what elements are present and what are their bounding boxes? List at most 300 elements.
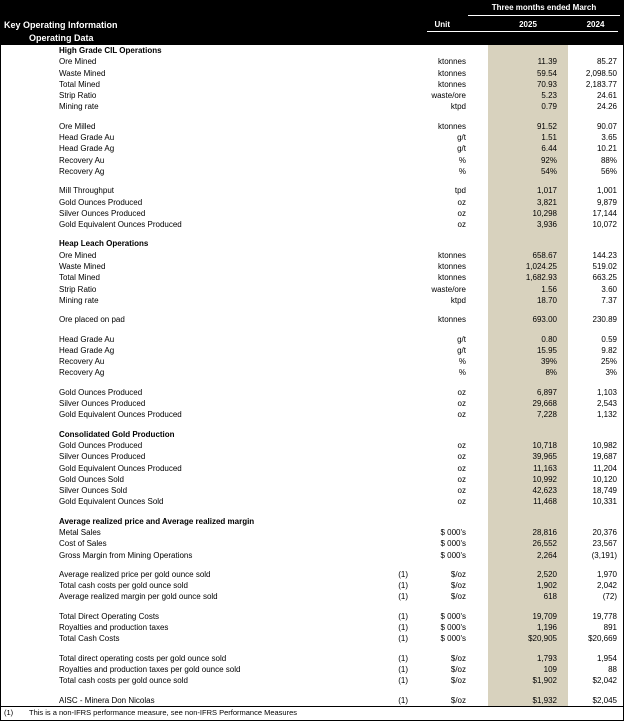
value-2024: (72) — [602, 592, 617, 602]
column-gap — [466, 197, 488, 208]
row-label: Ore Milled — [59, 121, 96, 131]
column-gap — [466, 334, 488, 345]
blank-row — [1, 645, 623, 653]
footnote-text: This is a non-IFRS performance measure, see non-IFRS Performance Measures — [29, 707, 298, 717]
value-2024: 24.26 — [596, 102, 617, 112]
column-gap — [466, 463, 488, 474]
value-2025: 1,902 — [488, 580, 568, 591]
value-2024: $2,045 — [592, 695, 617, 705]
column-gap — [466, 272, 488, 283]
row-unit: $ 000's — [440, 550, 466, 560]
table-row — [1, 208, 623, 219]
value-2024: 144.23 — [592, 250, 617, 260]
blank-row — [1, 113, 623, 121]
blank-row — [1, 508, 623, 516]
blank-row — [1, 421, 623, 429]
column-gap — [466, 675, 488, 686]
row-label: Head Grade Ag — [59, 144, 115, 154]
column-gap — [466, 387, 488, 398]
row-unit: $ 000's — [440, 611, 466, 621]
row-unit: ktonnes — [437, 315, 466, 325]
row-unit — [408, 603, 466, 611]
value-2025: 26,552 — [488, 538, 568, 549]
column-gap — [466, 121, 488, 132]
blank-row — [1, 306, 623, 314]
table-row — [1, 356, 623, 367]
footnote-ref — [370, 451, 408, 462]
table-row — [1, 250, 623, 261]
value-2024: 7.37 — [601, 295, 617, 305]
row-label: Strip Ratio — [59, 284, 97, 294]
value-2025: $1,932 — [488, 695, 568, 706]
row-label: Average realized margin per gold ounce sold — [59, 592, 218, 602]
footnote-ref — [370, 474, 408, 485]
row-label: Recovery Ag — [59, 368, 105, 378]
footnote-ref — [370, 550, 408, 561]
row-label: Total cash costs per gold ounce sold — [59, 581, 188, 591]
footnote-ref — [370, 409, 408, 420]
value-2024: 24.61 — [596, 91, 617, 101]
footnote-ref — [370, 166, 408, 177]
footnote-ref — [370, 379, 408, 387]
table-header-band — [1, 0, 623, 45]
footnote-ref — [370, 197, 408, 208]
row-label: Total cash costs per gold ounce sold — [59, 676, 188, 686]
value-2025: 693.00 — [488, 314, 568, 325]
value-2025 — [488, 177, 568, 185]
value-2025: 10,298 — [488, 208, 568, 219]
row-label: Gold Equivalent Ounces Produced — [59, 410, 182, 420]
footnote-ref — [370, 421, 408, 429]
row-unit: tpd — [454, 186, 466, 196]
row-label: Gross Margin from Mining Operations — [59, 550, 193, 560]
value-2024: 9.82 — [601, 345, 617, 355]
value-2024 — [568, 326, 623, 334]
footnote-ref — [370, 79, 408, 90]
row-label: Head Grade Ag — [59, 345, 115, 355]
table-row — [1, 611, 623, 622]
table-row — [1, 314, 623, 325]
value-2025: 3,821 — [488, 197, 568, 208]
table-row — [1, 79, 623, 90]
value-2025: 92% — [488, 155, 568, 166]
table-row — [1, 295, 623, 306]
value-2024: 90.07 — [596, 121, 617, 131]
col-header-2025: 2025 — [519, 20, 537, 29]
footnote-ref: (1) — [398, 581, 408, 591]
value-2024 — [568, 306, 623, 314]
row-label: Recovery Au — [59, 357, 105, 367]
section-title: Consolidated Gold Production — [59, 429, 175, 439]
column-gap — [466, 695, 488, 706]
value-2025: 1,793 — [488, 653, 568, 664]
row-label — [1, 687, 370, 695]
column-gap — [466, 622, 488, 633]
row-unit: ktonnes — [437, 121, 466, 131]
table-row — [1, 367, 623, 378]
column-gap — [466, 185, 488, 196]
value-2025: 11.39 — [488, 56, 568, 67]
value-2024: 19,778 — [592, 611, 617, 621]
row-label — [1, 230, 370, 238]
value-2025: 6.44 — [488, 143, 568, 154]
footnote-ref — [370, 398, 408, 409]
row-label: Total Cash Costs — [59, 634, 120, 644]
section-title: Average realized price and Average realized margin — [59, 516, 255, 526]
footnote-marker: (1) — [4, 707, 14, 717]
table-row — [1, 527, 623, 538]
table-row — [1, 550, 623, 561]
column-gap — [466, 580, 488, 591]
footnote-ref — [370, 155, 408, 166]
row-label: Mining rate — [59, 102, 99, 112]
value-2024: 88 — [608, 664, 617, 674]
value-2025: 2,520 — [488, 569, 568, 580]
row-label: Recovery Au — [59, 155, 105, 165]
value-2025 — [488, 113, 568, 121]
footnote-ref — [370, 463, 408, 474]
row-label: Silver Ounces Produced — [59, 208, 146, 218]
value-2024: 23,567 — [592, 539, 617, 549]
footnote-ref — [370, 687, 408, 695]
row-unit — [408, 687, 466, 695]
table-row — [1, 345, 623, 356]
value-2025: 39% — [488, 356, 568, 367]
table-row — [1, 185, 623, 196]
footnote-ref — [370, 326, 408, 334]
column-gap — [466, 56, 488, 67]
row-label: Royalties and production taxes — [59, 623, 169, 633]
table-row — [1, 622, 623, 633]
row-unit: oz — [457, 486, 466, 496]
value-2024: 1,954 — [596, 653, 617, 663]
row-label: Head Grade Au — [59, 133, 115, 143]
column-gap — [466, 101, 488, 112]
table-row — [1, 132, 623, 143]
row-label: Mining rate — [59, 295, 99, 305]
value-2025: 91.52 — [488, 121, 568, 132]
footnote-ref — [370, 603, 408, 611]
blank-row — [1, 687, 623, 695]
table-row — [1, 90, 623, 101]
row-label — [1, 326, 370, 334]
column-gap — [466, 219, 488, 230]
value-2024: 11,204 — [593, 463, 617, 473]
row-unit — [408, 113, 466, 121]
row-unit: oz — [457, 452, 466, 462]
row-unit — [408, 45, 466, 56]
value-2024 — [568, 230, 623, 238]
value-2024 — [568, 645, 623, 653]
row-label — [1, 508, 370, 516]
footnote-ref — [370, 306, 408, 314]
value-2025: 7,228 — [488, 409, 568, 420]
value-2024 — [568, 238, 623, 249]
value-2025 — [488, 45, 568, 56]
value-2024: 1,132 — [596, 410, 617, 420]
value-2025: 10,992 — [488, 474, 568, 485]
row-unit: g/t — [457, 334, 466, 344]
footnote-ref — [370, 440, 408, 451]
row-label — [1, 113, 370, 121]
col-header-2024: 2024 — [586, 20, 605, 29]
row-label: Gold Ounces Produced — [59, 387, 143, 397]
row-label: Strip Ratio — [59, 91, 97, 101]
value-2024 — [568, 687, 623, 695]
value-2025: 10,718 — [488, 440, 568, 451]
row-unit: g/t — [457, 144, 466, 154]
value-2024: 519.02 — [592, 262, 617, 272]
value-2025: 109 — [488, 664, 568, 675]
value-2024: 88% — [600, 155, 617, 165]
footnote-ref — [370, 208, 408, 219]
unit-column-header: Unit — [434, 20, 450, 29]
value-2024: 10,120 — [592, 474, 617, 484]
value-2024: (3,191) — [591, 550, 617, 560]
table-row — [1, 653, 623, 664]
row-unit: $/oz — [450, 592, 466, 602]
value-2025: 1,017 — [488, 185, 568, 196]
row-label: Gold Equivalent Ounces Produced — [59, 220, 182, 230]
footnote-ref — [370, 132, 408, 143]
row-label: Silver Ounces Produced — [59, 452, 146, 462]
column-gap — [466, 326, 488, 334]
row-unit — [408, 561, 466, 569]
value-2025: $20,905 — [488, 633, 568, 644]
row-unit: oz — [457, 208, 466, 218]
value-2025: 8% — [488, 367, 568, 378]
row-label: Cost of Sales — [59, 539, 107, 549]
value-2025: 1,196 — [488, 622, 568, 633]
value-2024: 25% — [600, 357, 617, 367]
value-2024: 18,749 — [592, 486, 617, 496]
column-gap — [466, 421, 488, 429]
row-unit: oz — [457, 463, 466, 473]
column-gap — [466, 538, 488, 549]
value-2024: 2,042 — [596, 581, 617, 591]
value-2024: 3.65 — [601, 133, 617, 143]
value-2025: 18.70 — [488, 295, 568, 306]
value-2025 — [488, 429, 568, 440]
row-unit: $/oz — [450, 695, 466, 705]
footnote-ref — [370, 45, 408, 56]
footnote-ref — [370, 230, 408, 238]
column-gap — [466, 166, 488, 177]
row-label: Mill Throughput — [59, 186, 114, 196]
row-unit: ktonnes — [437, 68, 466, 78]
section-header-row — [1, 429, 623, 440]
column-gap — [466, 306, 488, 314]
row-label: Silver Ounces Produced — [59, 399, 146, 409]
blank-row — [1, 561, 623, 569]
row-label — [1, 379, 370, 387]
row-unit: ktonnes — [437, 79, 466, 89]
value-2025: $1,902 — [488, 675, 568, 686]
table-row — [1, 219, 623, 230]
footnote-ref — [370, 261, 408, 272]
column-gap — [466, 516, 488, 527]
column-gap — [466, 653, 488, 664]
value-2025: 3,936 — [488, 219, 568, 230]
footnote-ref — [370, 367, 408, 378]
table-row — [1, 633, 623, 644]
value-2025: 59.54 — [488, 68, 568, 79]
column-gap — [466, 367, 488, 378]
row-label: Head Grade Au — [59, 334, 115, 344]
row-unit: $ 000's — [440, 623, 466, 633]
value-2024: 0.59 — [601, 334, 617, 344]
value-2024: 9,879 — [596, 197, 617, 207]
value-2025: 2,264 — [488, 550, 568, 561]
value-2024: 10,982 — [592, 440, 617, 450]
value-2024: 17,144 — [592, 208, 617, 218]
row-unit: % — [458, 166, 466, 176]
row-label: Royalties and production taxes per gold ounce sold — [59, 664, 241, 674]
row-label — [1, 645, 370, 653]
value-2024 — [568, 516, 623, 527]
footnote-ref — [370, 334, 408, 345]
value-2025 — [488, 603, 568, 611]
footnote-ref — [370, 90, 408, 101]
column-gap — [466, 508, 488, 516]
column-gap — [466, 645, 488, 653]
column-gap — [466, 345, 488, 356]
footnote-ref — [370, 177, 408, 185]
row-unit: % — [458, 155, 466, 165]
column-gap — [466, 398, 488, 409]
value-2024: 2,543 — [596, 399, 617, 409]
value-2025: 29,668 — [488, 398, 568, 409]
value-2025: 1.51 — [488, 132, 568, 143]
table-row — [1, 197, 623, 208]
row-unit: oz — [457, 474, 466, 484]
row-label: Total direct operating costs per gold ounce sold — [59, 653, 227, 663]
row-unit: ktonnes — [437, 250, 466, 260]
footnote-ref — [370, 238, 408, 249]
row-unit: g/t — [457, 345, 466, 355]
value-2024: 2,183.77 — [585, 79, 617, 89]
row-unit — [408, 379, 466, 387]
value-2024: 2,098.50 — [585, 68, 617, 78]
row-unit: $/oz — [450, 569, 466, 579]
row-label — [1, 603, 370, 611]
value-2024 — [568, 177, 623, 185]
column-gap — [466, 496, 488, 507]
row-unit: waste/ore — [431, 91, 466, 101]
value-2024: 10.21 — [596, 144, 617, 154]
table-row — [1, 398, 623, 409]
row-label: Gold Ounces Produced — [59, 440, 143, 450]
column-gap — [466, 132, 488, 143]
table-row — [1, 496, 623, 507]
table-body — [1, 45, 623, 706]
value-2025: 70.93 — [488, 79, 568, 90]
footnote-ref — [370, 496, 408, 507]
value-2025 — [488, 508, 568, 516]
column-gap — [466, 155, 488, 166]
value-2024: 56% — [600, 166, 617, 176]
blank-row — [1, 603, 623, 611]
value-2024 — [568, 113, 623, 121]
row-unit — [408, 230, 466, 238]
footnote-ref: (1) — [398, 569, 408, 579]
row-label: Metal Sales — [59, 527, 101, 537]
column-gap — [466, 633, 488, 644]
row-label: Gold Equivalent Ounces Produced — [59, 463, 182, 473]
footnote-ref — [370, 68, 408, 79]
row-label: Recovery Ag — [59, 166, 105, 176]
value-2025: 6,897 — [488, 387, 568, 398]
row-label: Ore Mined — [59, 250, 97, 260]
footnote-ref — [370, 429, 408, 440]
value-2025: 54% — [488, 166, 568, 177]
footnote-row — [1, 706, 623, 721]
column-gap — [466, 295, 488, 306]
column-header-row — [1, 16, 623, 32]
table-row — [1, 664, 623, 675]
value-2024 — [568, 603, 623, 611]
row-unit — [408, 306, 466, 314]
section-title: High Grade CIL Operations — [59, 46, 162, 55]
value-2025: 1,024.25 — [488, 261, 568, 272]
value-2024: 3% — [605, 368, 617, 378]
value-2024 — [568, 561, 623, 569]
column-gap — [466, 143, 488, 154]
table-row — [1, 121, 623, 132]
value-2025: 1.56 — [488, 284, 568, 295]
section-title-operating-data: Operating Data — [29, 33, 94, 43]
row-label — [1, 177, 370, 185]
value-2024: 891 — [603, 623, 617, 633]
section-title: Heap Leach Operations — [59, 239, 149, 249]
footnote-ref — [370, 508, 408, 516]
footnote-ref — [370, 485, 408, 496]
row-unit: $ 000's — [440, 634, 466, 644]
column-gap — [466, 177, 488, 185]
column-gap — [466, 440, 488, 451]
column-gap — [466, 409, 488, 420]
period-header-row — [1, 2, 623, 16]
row-unit: ktonnes — [437, 273, 466, 283]
footnote-ref: (1) — [398, 676, 408, 686]
table-row — [1, 284, 623, 295]
table-row — [1, 440, 623, 451]
footnote-ref — [370, 185, 408, 196]
footnote-ref — [370, 113, 408, 121]
column-gap — [466, 379, 488, 387]
column-gap — [466, 561, 488, 569]
value-2024: 1,001 — [596, 186, 617, 196]
row-unit: % — [458, 357, 466, 367]
row-label: AISC - Minera Don Nicolas — [59, 695, 155, 705]
row-unit — [408, 421, 466, 429]
section-header-row — [1, 238, 623, 249]
column-gap — [466, 356, 488, 367]
value-2024: $20,669 — [588, 634, 617, 644]
column-gap — [466, 230, 488, 238]
row-unit: ktonnes — [437, 57, 466, 67]
table-row — [1, 451, 623, 462]
value-2025 — [488, 421, 568, 429]
row-unit — [408, 238, 466, 249]
footnote-ref: (1) — [398, 592, 408, 602]
table-row — [1, 474, 623, 485]
footnote-ref: (1) — [398, 611, 408, 621]
value-2025 — [488, 326, 568, 334]
value-2025 — [488, 238, 568, 249]
value-2025: 0.79 — [488, 101, 568, 112]
row-label: Ore Mined — [59, 57, 97, 67]
